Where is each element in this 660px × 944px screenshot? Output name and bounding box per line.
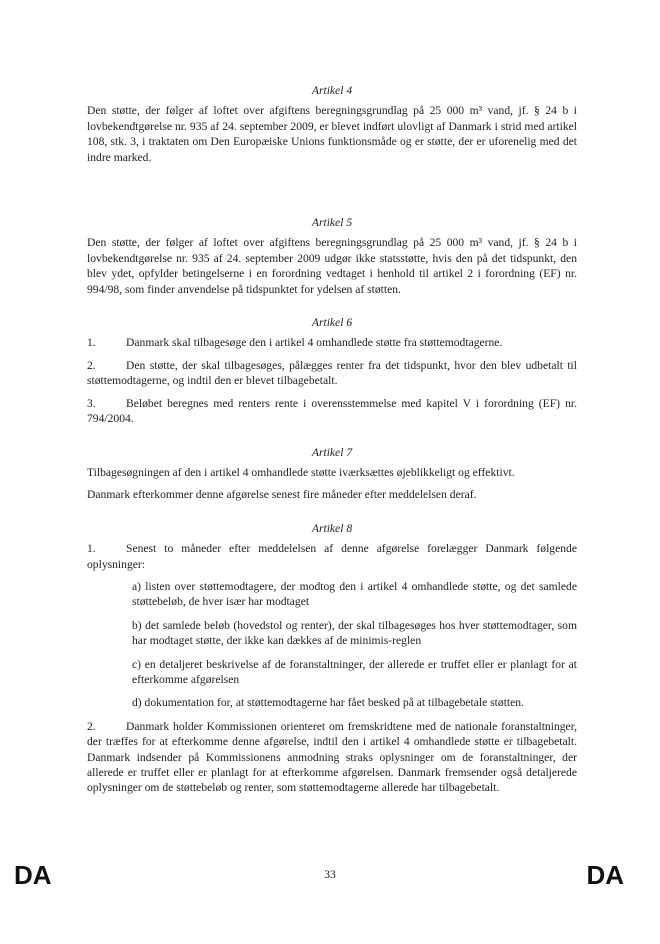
document-body [87,83,577,803]
article-6 [87,315,577,426]
article-8-item-d: d) dokumentation for, at støttemodtagerne har fået besked på at tilbagebetale støtten. [132,696,524,710]
article-6-heading: Artikel 6 [311,316,353,330]
article-5 [87,215,577,297]
article-7-paragraph-2: Danmark efterkommer denne afgørelse senest fire måneder efter meddelelsen deraf. [87,488,477,502]
article-8-paragraph-2 [87,719,577,796]
article-6-paragraph-3 [87,396,577,427]
paragraph-number: 2. [87,358,96,372]
paragraph-text: Den støtte, der skal tilbagesøges, pålægges renter fra det tidspunkt, hvor den blev udbetalt til støttemodtagerne, og indtil den er blevet tilbagebetalt. [87,358,577,388]
article-8 [87,521,577,796]
article-4-text: Den støtte, der følger af loftet over afgiftens beregningsgrundlag på 25 000 m³ vand, jf. § 24 b i lovbekendtgørelse nr. 935 af 24. september 2009, er blevet indført ulovligt af Danmark i strid med artikel 108, stk. 3, i traktaten om Den Europæiske Unions funktionsmåde og er støtte, der er uforenelig med det indre marked. [87,104,577,164]
article-5-text: Den støtte, der følger af loftet over afgiftens beregningsgrundlag på 25 000 m³ vand, jf. § 24 b i lovbekendtgørelse nr. 935 af 24. september 2009 udgør ikke statsstøtte, hvis den på det tidspunkt, den blev ydet, opfylder betingelserne i en forordning vedtaget i henhold til artikel 2 i forordning (EF) nr. 994/98, som finder anvendelse på tidspunktet for ydelsen af støtten. [87,236,577,296]
paragraph-number: 1. [87,542,96,556]
language-code-right: DA [586,860,624,890]
article-6-paragraph-1 [87,335,577,350]
paragraph-text: Beløbet beregnes med renters rente i overensstemmelse med kapitel V i forordning (EF) nr. 794/2004. [87,396,577,426]
paragraph-text: Danmark skal tilbagesøge den i artikel 4 omhandlede støtte fra støttemodtagerne. [126,336,503,350]
article-7-paragraph-1: Tilbagesøgningen af den i artikel 4 omhandlede støtte iværksættes øjeblikkeligt og effektivt. [87,465,515,479]
paragraph-text: Danmark holder Kommissionen orienteret om fremskridtene med de nationale foranstaltninger, der træffes for at efterkomme denne afgørelse, indtil den i artikel 4 omhandlede støtte er tilbagebetalt. Danmark indsender på Kommissionens anmodning straks oplysninger om de foranstaltninger, der allerede er truffet eller er planlagt for at efterkomme afgørelsen. Danmark fremsender også detaljerede oplysninger om de støttebeløb og renter, som støttemodtagerne allerede har tilbagebetalt. [87,719,577,795]
article-7 [87,445,577,503]
language-code-left: DA [14,860,52,890]
article-8-paragraph-1 [87,541,577,572]
article-7-heading: Artikel 7 [311,445,353,459]
article-8-item-b: b) det samlede beløb (hovedstol og renter), der skal tilbagesøges hos hver støttemodtager, som har modtaget støtte, der ikke kan dækkes af de minimis-reglen [132,618,577,648]
article-6-paragraph-2 [87,358,577,389]
article-8-item-c: c) en detaljeret beskrivelse af de foranstaltninger, der allerede er truffet eller er planlagt for at efterkomme afgørelsen [132,657,577,686]
paragraph-number: 2. [87,719,96,733]
article-5-heading: Artikel 5 [311,216,353,230]
page-number: 33 [324,869,336,881]
paragraph-number: 1. [87,336,96,350]
article-8-heading: Artikel 8 [311,521,353,535]
article-8-item-a: a) listen over støttemodtagere, der modtog den i artikel 4 omhandlede støtte, og det samlede støttebeløb, de hver især har modtaget [132,579,577,609]
article-4-heading: Artikel 4 [311,84,353,97]
paragraph-text: Senest to måneder efter meddelelsen af denne afgørelse forelægger Danmark følgende oplysninger: [87,542,577,571]
article-4 [87,83,577,165]
paragraph-number: 3. [87,396,96,410]
page-footer [0,860,660,890]
